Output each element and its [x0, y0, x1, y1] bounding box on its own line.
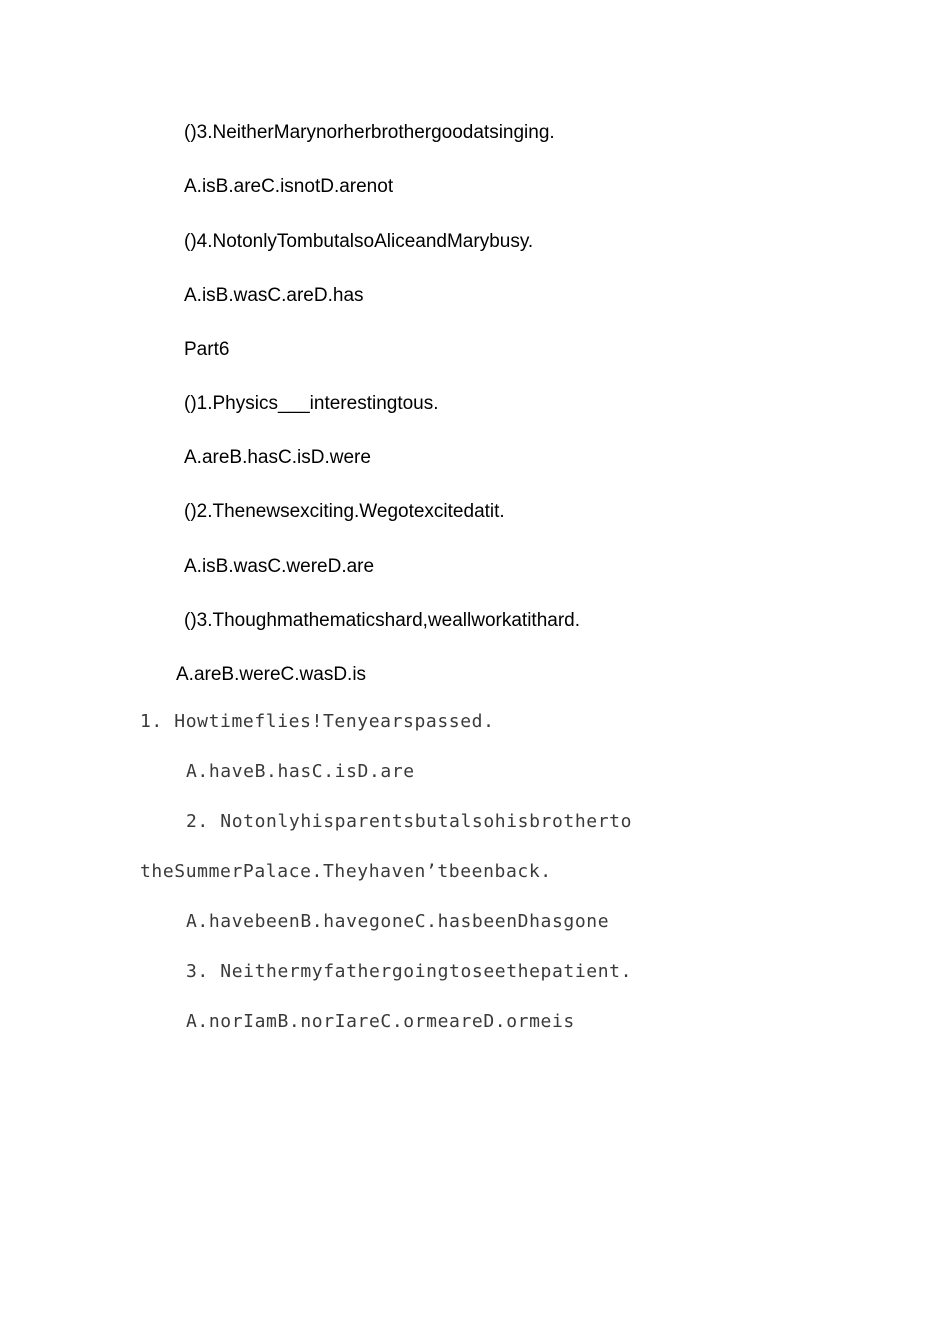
question-1-options-b: A.haveB.hasC.isD.are — [186, 761, 415, 782]
part6-question-1-options: A.areB.hasC.isD.were — [184, 447, 371, 468]
question-4-not-only: ()4.NotonlyTombutalsoAliceandMarybusy. — [184, 231, 534, 252]
question-2-options-b: A.havebeenB.havegoneC.hasbeenDhasgone — [186, 911, 610, 932]
part6-question-2: ()2.Thenewsexciting.Wegotexcitedatit. — [184, 501, 505, 522]
part6-question-3: ()3.Thoughmathematicshard,weallworkatithard. — [184, 610, 581, 631]
part6-question-2-options: A.isB.wasC.wereD.are — [184, 556, 375, 577]
question-2-line-2: theSummerPalace.Theyhaven’tbeenback. — [140, 861, 552, 882]
question-4-options: A.isB.wasC.areD.has — [184, 285, 364, 306]
part6-question-3-options: A.areB.wereC.wasD.is — [176, 664, 367, 685]
question-2-line-1: 2. Notonlyhisparentsbutalsohisbrotherto — [186, 811, 633, 832]
part6-heading: Part6 — [184, 339, 230, 360]
question-3-neither-father: 3. Neithermyfathergoingtoseethepatient. — [186, 961, 633, 982]
part6-question-1: ()1.Physics___interestingtous. — [184, 393, 439, 414]
question-3-options-b: A.norIamB.norIareC.ormeareD.ormeis — [186, 1011, 575, 1032]
question-3-neither: ()3.NeitherMarynorherbrothergoodatsinging. — [184, 122, 555, 143]
question-3-options: A.isB.areC.isnotD.arenot — [184, 176, 394, 197]
question-1-time-flies: 1. Howtimeflies!Tenyearspassed. — [140, 711, 495, 732]
